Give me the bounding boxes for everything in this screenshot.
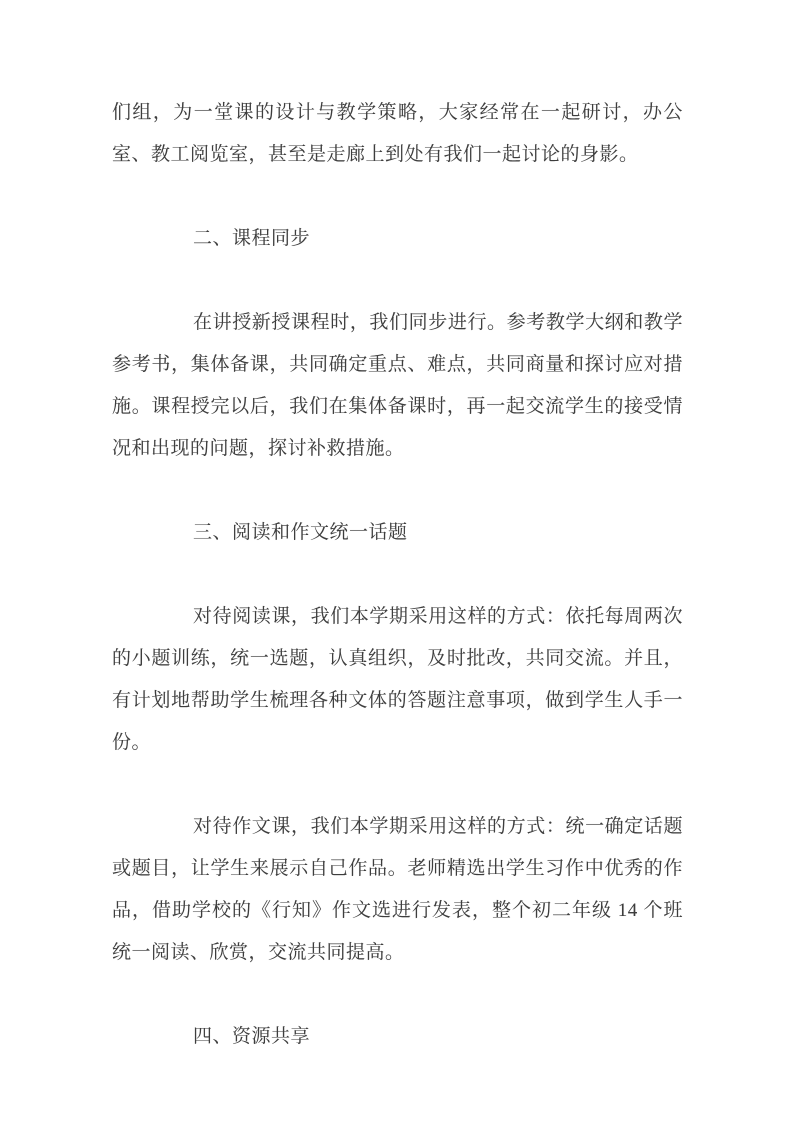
section-heading-2: 二、课程同步: [193, 228, 311, 249]
paragraph: 对待作文课，我们本学期采用这样的方式：统一确定话题或题目，让学生来展示自己作品。老师精选出学生习作中优秀的作品，借助学校的《行知》作文选进行发表，整个初二年级 14 个班统一阅读、欣赏，交流共同提高。: [112, 816, 683, 963]
paragraph: 在讲授新授课程时，我们同步进行。参考教学大纲和教学参考书，集体备课，共同确定重点、难点，共同商量和探讨应对措施。课程授完以后，我们在集体备课时，再一起交流学生的接受情况和出现的问题，探讨补救措施。: [112, 312, 683, 459]
section-heading-3: 三、阅读和作文统一话题: [193, 522, 408, 543]
section-heading-4: 四、资源共享: [193, 1026, 311, 1047]
paragraph-continued: 们组，为一堂课的设计与教学策略，大家经常在一起研讨，办公室、教工阅览室，甚至是走廊上到处有我们一起讨论的身影。: [112, 102, 683, 165]
paragraph: 对待阅读课，我们本学期采用这样的方式：依托每周两次的小题训练，统一选题，认真组织，及时批改，共同交流。并且，有计划地帮助学生梳理各种文体的答题注意事项，做到学生人手一份。: [112, 606, 683, 753]
